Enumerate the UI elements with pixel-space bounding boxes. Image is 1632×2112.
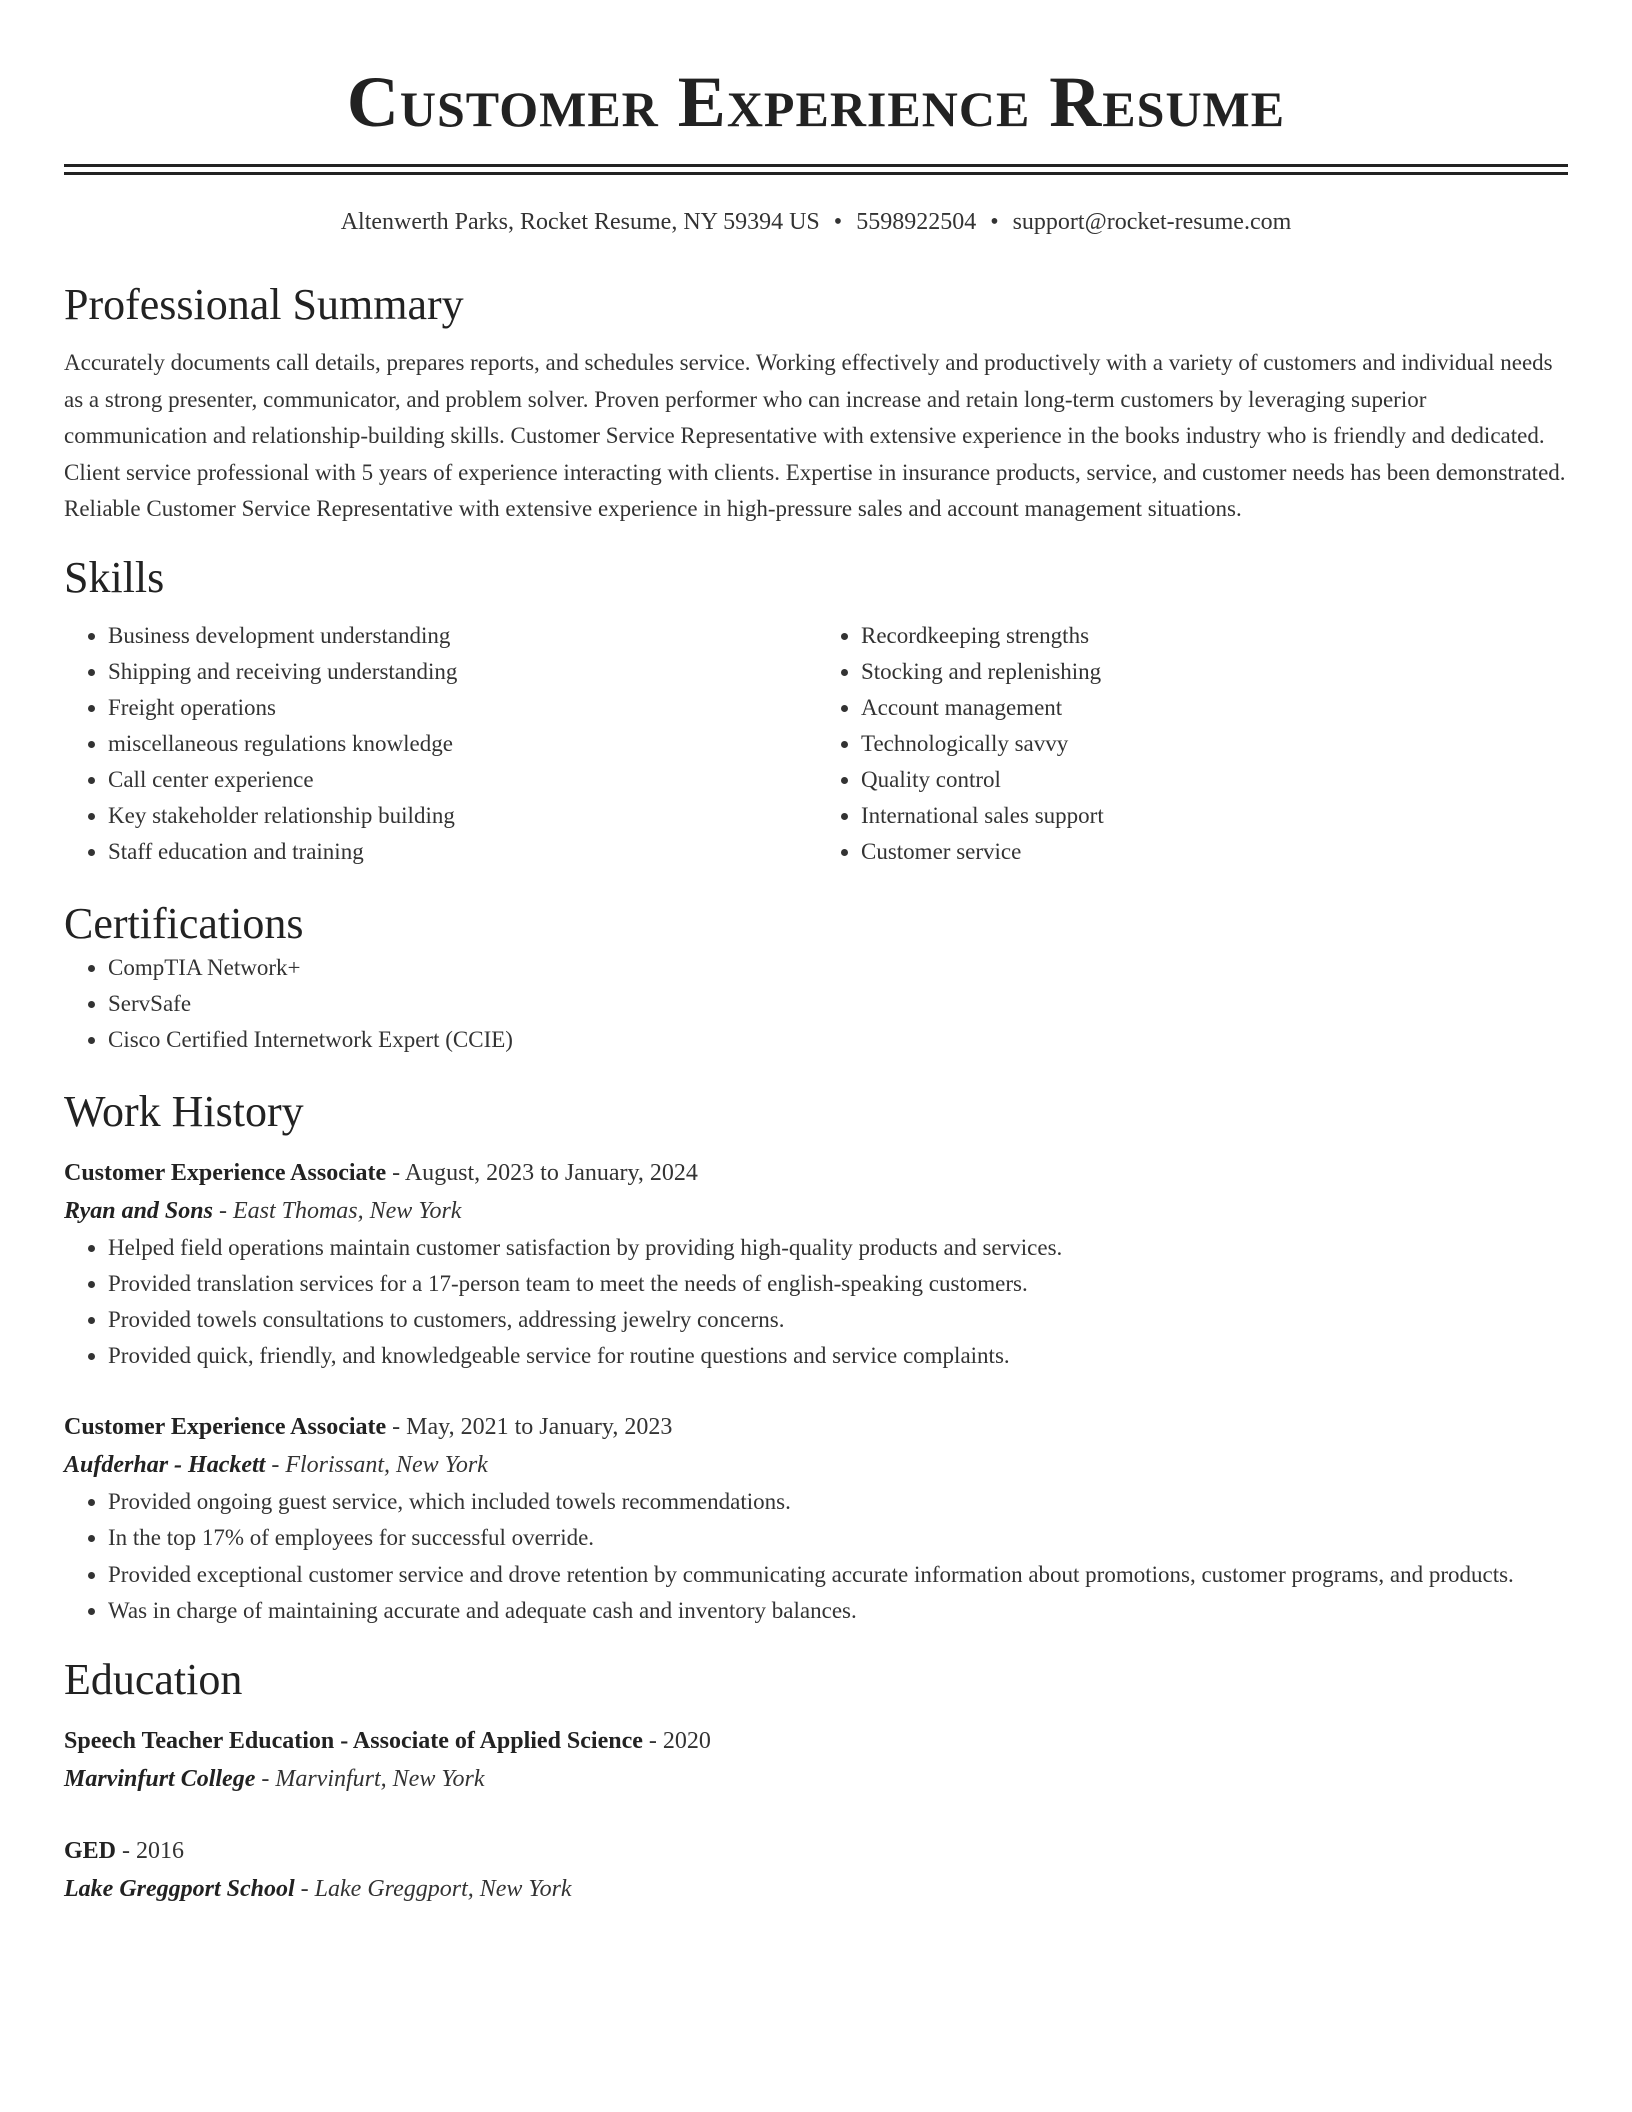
contact-address: Altenwerth Parks, Rocket Resume, NY 59394 US [340, 209, 820, 235]
education-entry [64, 1722, 1568, 1798]
job-title: Customer Experience Associate [64, 1413, 387, 1440]
skill-item: • Call center experience [108, 762, 815, 798]
education-degree: Speech Teacher Education - Associate of Applied Science [64, 1727, 643, 1754]
certification-item: • CompTIA Network+ [108, 950, 1568, 986]
skill-item: • Shipping and receiving understanding [108, 654, 815, 690]
education-location: - Marvinfurt, New York [255, 1765, 485, 1792]
education-location: - Lake Greggport, New York [294, 1875, 572, 1902]
job-company: Ryan and Sons [64, 1197, 213, 1224]
education-school: Lake Greggport School [64, 1875, 295, 1902]
contact-line [64, 207, 1568, 237]
job-duty-item: • Helped field operations maintain customer satisfaction by providing high-quality products and services. [108, 1230, 1568, 1266]
skills-heading: Skills [64, 552, 165, 602]
job-entry [64, 1154, 1568, 1374]
education-heading: Education [64, 1654, 243, 1704]
contact-separator: • [990, 209, 999, 235]
contact-phone: 5598922504 [856, 209, 977, 235]
job-entry [64, 1408, 1568, 1630]
job-company: Aufderhar - Hackett [64, 1451, 266, 1478]
summary-heading: Professional Summary [64, 280, 464, 329]
skill-item: • International sales support [861, 798, 1568, 834]
certification-item: • Cisco Certified Internetwork Expert (CCIE) [108, 1022, 1568, 1058]
job-dates: - August, 2023 to January, 2024 [386, 1159, 698, 1186]
contact-email: support@rocket-resume.com [1012, 209, 1292, 235]
education-degree-line [64, 1722, 1568, 1760]
education-degree-line [64, 1832, 1568, 1870]
education-entry [64, 1832, 1568, 1908]
job-duties-list [64, 1230, 1568, 1374]
job-title-line [64, 1408, 1568, 1446]
job-company-line [64, 1192, 1568, 1230]
resume-title: Customer Experience Resume [346, 62, 1286, 142]
certifications-heading: Certifications [64, 898, 304, 948]
education-school: Marvinfurt College [64, 1765, 256, 1792]
job-duty-item: • Was in charge of maintaining accurate and adequate cash and inventory balances. [108, 1593, 1568, 1630]
contact-separator: • [833, 209, 843, 235]
skills-list-right [815, 618, 1568, 870]
job-duties-list [64, 1484, 1568, 1630]
skill-item: • Stocking and replenishing [861, 654, 1568, 690]
skill-item: • miscellaneous regulations knowledge [108, 726, 815, 762]
work-history-heading: Work History [64, 1086, 304, 1136]
skill-item: • Recordkeeping strengths [861, 618, 1568, 654]
skill-item: • Quality control [861, 762, 1568, 798]
job-location: - Florissant, New York [265, 1451, 488, 1478]
job-title: Customer Experience Associate [64, 1159, 387, 1186]
skill-item: • Staff education and training [108, 834, 815, 870]
job-location: - East Thomas, New York [212, 1197, 462, 1224]
job-duty-item: • Provided translation services for a 17-person team to meet the needs of english-speaking customers. [108, 1266, 1568, 1302]
job-duty-item: • In the top 17% of employees for successful override. [108, 1520, 1568, 1557]
title-double-rule [64, 164, 1568, 175]
skill-item: • Technologically savvy [861, 726, 1568, 762]
skill-item: • Freight operations [108, 690, 815, 726]
job-title-line [64, 1154, 1568, 1192]
education-year: - 2016 [116, 1837, 185, 1864]
job-dates: - May, 2021 to January, 2023 [386, 1413, 673, 1440]
education-year: - 2020 [642, 1727, 711, 1754]
certification-item: • ServSafe [108, 986, 1568, 1022]
skills-columns [64, 618, 1568, 870]
job-duty-item: • Provided ongoing guest service, which included towels recommendations. [108, 1484, 1568, 1521]
skill-item: • Business development understanding [108, 618, 815, 654]
skill-item: • Customer service [861, 834, 1568, 870]
job-duty-item: • Provided quick, friendly, and knowledgeable service for routine questions and service complaints. [108, 1338, 1568, 1374]
job-company-line [64, 1446, 1568, 1484]
education-school-line [64, 1870, 1568, 1908]
skills-list-left [64, 618, 815, 870]
certifications-list [64, 950, 1568, 1058]
summary-text: Accurately documents call details, prepares reports, and schedules service. Working effectively and productively with a variety of customers and individual needs as a strong presenter, communicator, and problem solver. Proven performer who can increase and retain long-term customers by leveraging superior communication and relationship-building skills. Customer Service Representative with extensive experience in the books industry who is friendly and dedicated. Client service professional with 5 years of experience interacting with clients. Expertise in insurance products, service, and customer needs has been demonstrated. Reliable Customer Service Representative with extensive experience in high-pressure sales and account management situations. [64, 350, 1566, 521]
education-degree: GED [64, 1837, 117, 1864]
education-school-line [64, 1760, 1568, 1798]
job-duty-item: • Provided towels consultations to customers, addressing jewelry concerns. [108, 1302, 1568, 1338]
skill-item: • Key stakeholder relationship building [108, 798, 815, 834]
job-duty-item: • Provided exceptional customer service and drove retention by communicating accurate information about promotions, customer programs, and products. [108, 1557, 1568, 1594]
skill-item: • Account management [861, 690, 1568, 726]
